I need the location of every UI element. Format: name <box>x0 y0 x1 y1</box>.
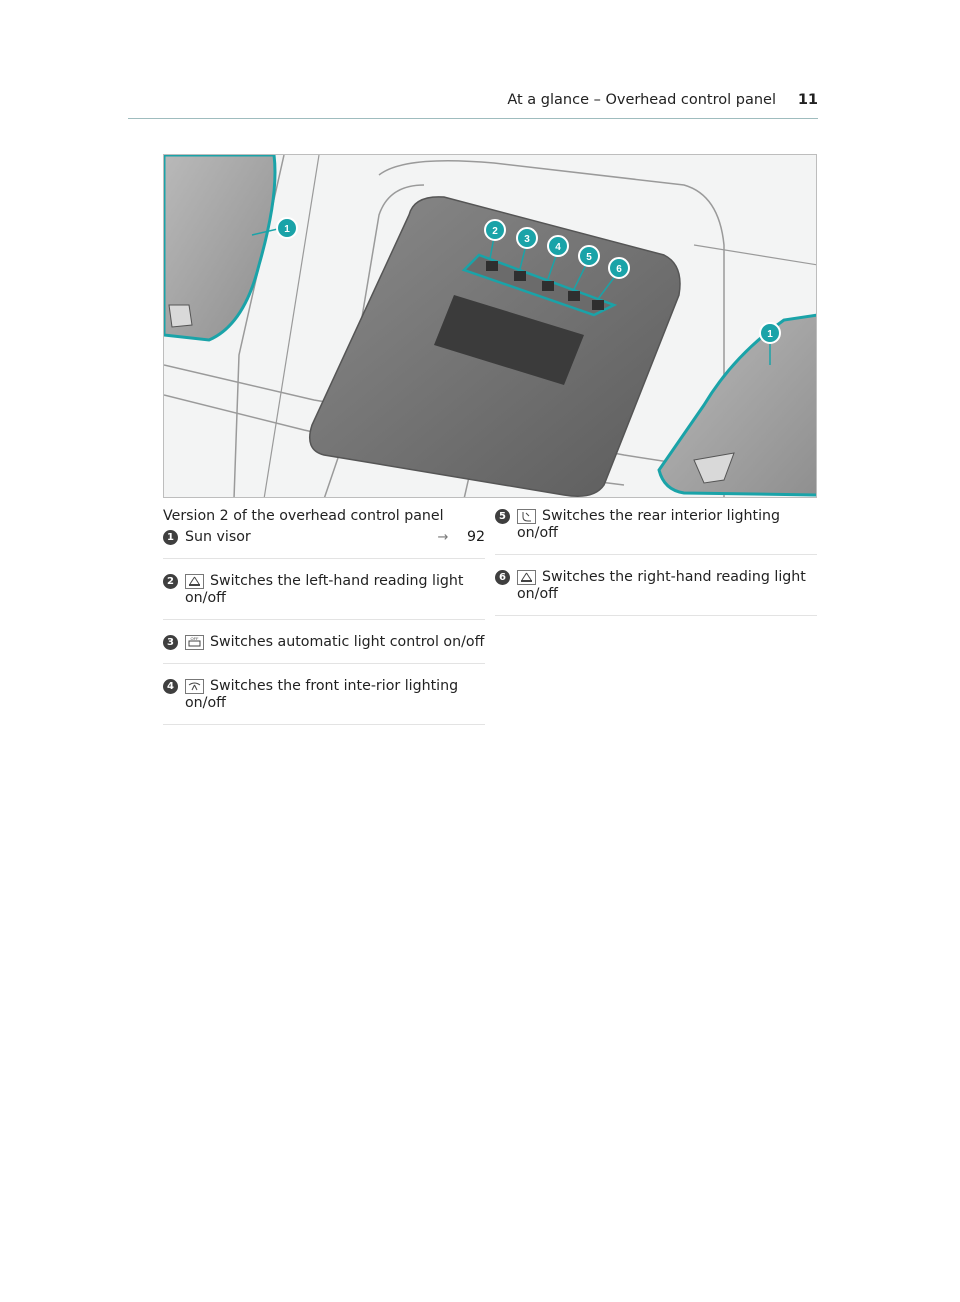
legend-item-text: Switches the right-hand reading light on/off <box>517 569 806 602</box>
item-number-badge: 2 <box>163 574 178 589</box>
automatic-light-icon <box>185 635 204 650</box>
callout-6: 6 <box>616 264 622 275</box>
left-reading-light-icon <box>185 574 204 589</box>
front-interior-light-icon <box>185 679 204 694</box>
svg-text:OFF: OFF <box>190 636 199 641</box>
callout-4: 4 <box>555 242 561 253</box>
legend-item-text: Switches the rear interior lighting on/off <box>517 508 781 541</box>
legend-item-text: Switches the left-hand reading light on/off <box>185 573 464 606</box>
legend-item-right-reading-light <box>495 565 817 616</box>
legend-item-sun-visor <box>163 529 485 559</box>
figure-caption: Version 2 of the overhead control panel <box>163 508 444 524</box>
item-number-badge: 5 <box>495 509 510 524</box>
header-title: At a glance – Overhead control panel <box>507 92 776 108</box>
callout-1-right: 1 <box>767 329 773 340</box>
callout-5: 5 <box>586 252 592 263</box>
callout-3: 3 <box>524 234 530 245</box>
legend-item-automatic-light <box>163 630 485 664</box>
item-number-badge: 6 <box>495 570 510 585</box>
item-number-badge: 1 <box>163 530 178 545</box>
legend-item-text: Sun visor <box>185 529 251 545</box>
page-number: 11 <box>797 92 818 108</box>
legend-item-rear-interior-light <box>495 508 817 555</box>
right-reading-light-icon <box>517 570 536 585</box>
legend-item-front-interior-light <box>163 674 485 725</box>
item-number-badge: 3 <box>163 635 178 650</box>
legend-column-right <box>495 508 817 626</box>
reference-arrow-icon: → <box>437 530 449 545</box>
page-header <box>128 92 818 119</box>
callout-2: 2 <box>492 226 498 237</box>
legend-item-text: Switches automatic light control on/off <box>210 634 485 650</box>
legend-column-left <box>163 508 485 735</box>
rear-interior-light-icon <box>517 509 536 524</box>
reference-page-number: 92 <box>466 529 485 545</box>
legend-item-text: Switches the front inte-rior lighting on/off <box>185 678 459 711</box>
page-reference[interactable] <box>438 529 485 546</box>
overhead-panel-illustration <box>163 154 817 498</box>
legend-item-left-reading-light <box>163 569 485 620</box>
callout-1-left: 1 <box>284 224 290 235</box>
item-number-badge: 4 <box>163 679 178 694</box>
